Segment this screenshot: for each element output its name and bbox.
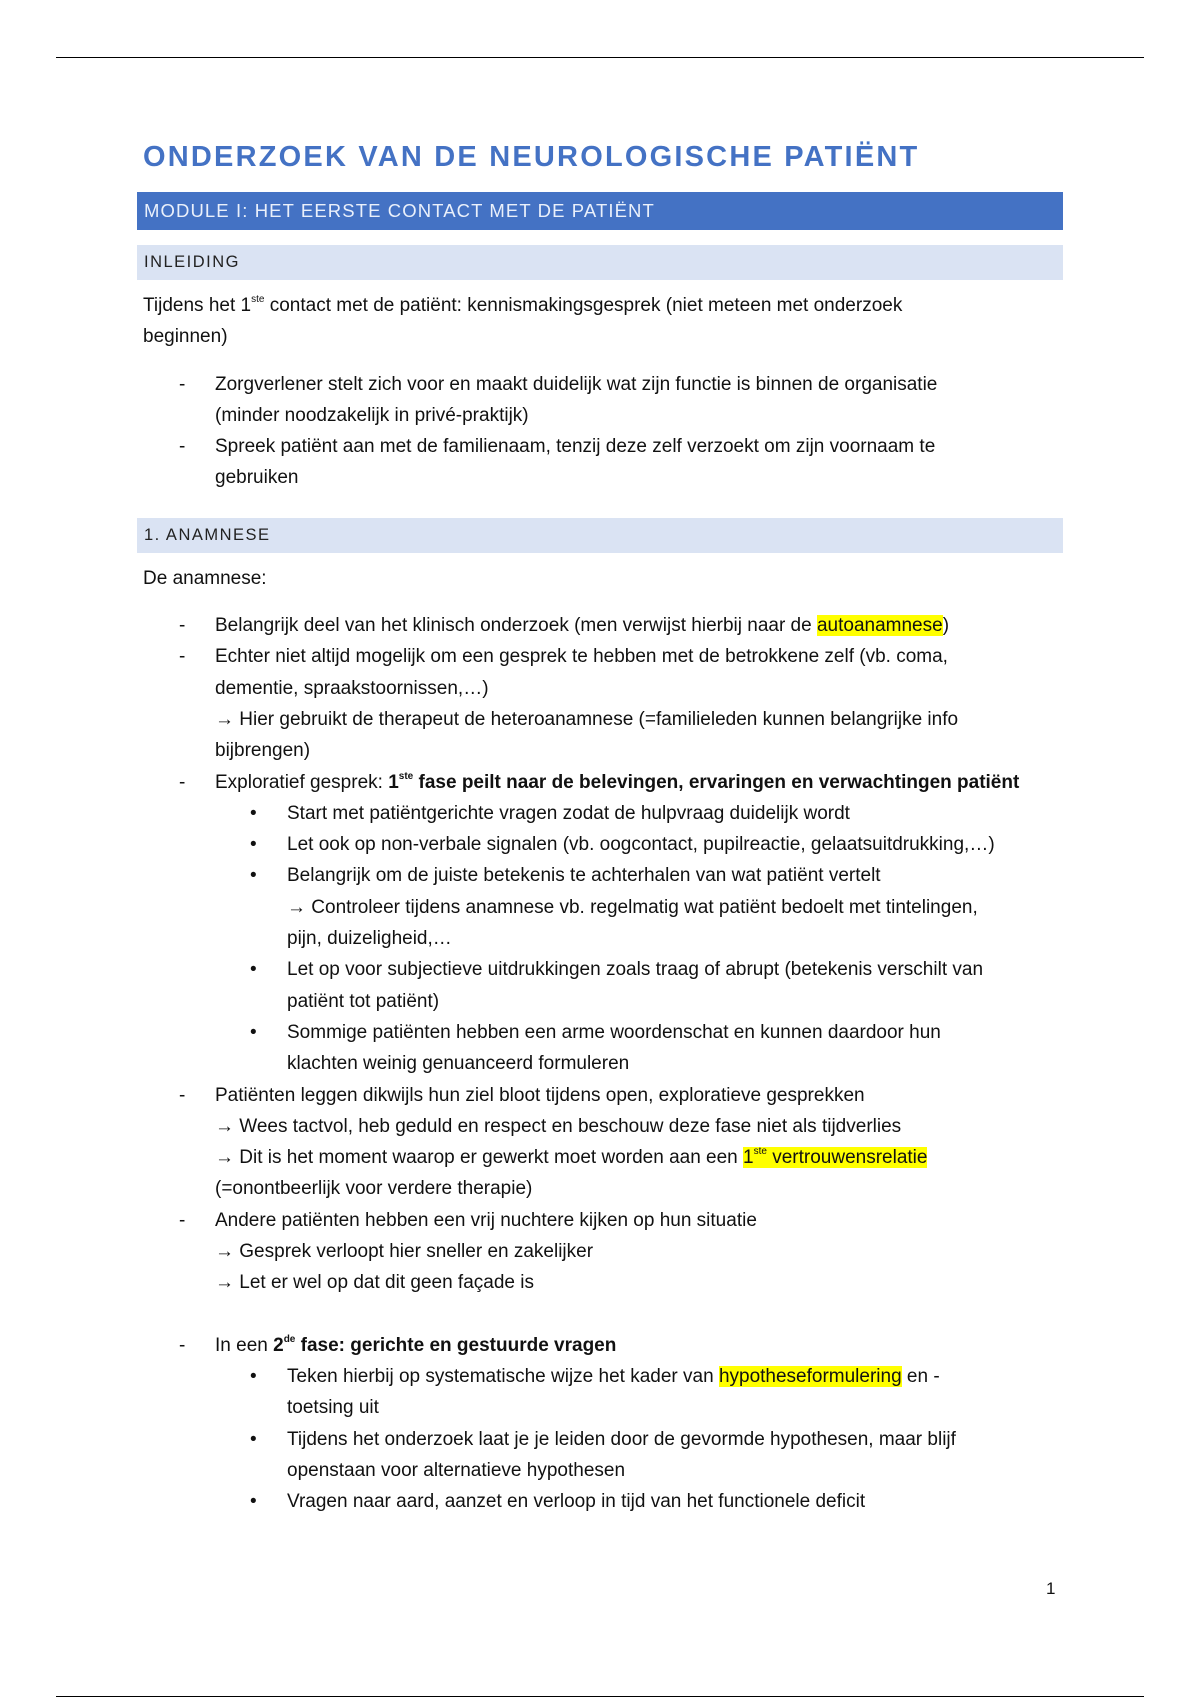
highlight-vertrouwensrelatie: 1ste vertrouwensrelatie: [743, 1146, 928, 1169]
header-rule: [56, 57, 1144, 58]
footer-rule: [56, 1696, 1144, 1697]
sub-list-item: • Let op voor subjectieve uitdrukkingen zoals traag of abrupt (betekenis verschilt van patiënt tot patiënt): [250, 959, 984, 1012]
module-heading: MODULE I: HET EERSTE CONTACT MET DE PATIËNT: [137, 192, 1063, 230]
sub-list-item: • Tijdens het onderzoek laat je je leiden door de gevormde hypothesen, maar blijf openstaan voor alternatieve hypothesen: [250, 1428, 956, 1481]
sub-list-item: • Start met patiëntgerichte vragen zodat de hulpvraag duidelijk wordt: [250, 802, 850, 824]
highlight-hypotheseformulering: hypotheseformulering: [718, 1365, 902, 1387]
section-heading-inleiding: INLEIDING: [137, 245, 1063, 280]
gerichte-vragen-sublist: [215, 1361, 1063, 1517]
highlight-autoanamnese: autoanamnese: [816, 615, 943, 637]
list-item: - In een 2de fase: gerichte en gestuurde vragen • Teken hierbij op systematische wijze het kader van hypotheseformulering en - toetsing uit • Tijdens het onderzoek laat je je leiden door de gevormde hypothesen, maar blijf openstaan voor alternatieve hypothesen • Vragen naar aard, aanzet en verloop in tijd van het functionele deficit: [143, 1330, 1063, 1518]
sub-list-item: • Teken hierbij op systematische wijze het kader van hypotheseformulering en - toetsing uit: [250, 1365, 940, 1419]
sub-list-item: • Vragen naar aard, aanzet en verloop in tijd van het functionele deficit: [250, 1491, 866, 1513]
page-number: 1: [1046, 1579, 1056, 1598]
anamnese-list: [143, 610, 1063, 1517]
list-item: - Belangrijk deel van het klinisch onderzoek (men verwijst hierbij naar de autoanamnese): [179, 615, 950, 637]
exploratief-sublist: [215, 798, 1063, 1080]
list-item: - Echter niet altijd mogelijk om een gesprek te hebben met de betrokkene zelf (vb. coma, dementie, spraakstoornissen,…) → Hier gebruikt de therapeut de heteroanamnese (=familieleden kunnen belangrijke info bijbrengen): [179, 646, 959, 762]
inleiding-list: [143, 369, 1063, 494]
section-heading-anamnese: 1. ANAMNESE: [137, 518, 1063, 553]
list-item: - Spreek patiënt aan met de familienaam, tenzij deze zelf verzoekt om zijn voornaam te gebruiken: [179, 436, 936, 489]
anamnese-intro: De anamnese:: [143, 567, 267, 589]
list-item: - Zorgverlener stelt zich voor en maakt duidelijk wat zijn functie is binnen de organisatie (minder noodzakelijk in privé-praktijk): [179, 373, 938, 426]
sub-list-item: • Belangrijk om de juiste betekenis te achterhalen van wat patiënt vertelt → Controleer tijdens anamnese vb. regelmatig wat patiënt bedoelt met tintelingen, pijn, duizeligheid,…: [250, 865, 978, 950]
document-body: [143, 137, 1063, 1517]
document-title: ONDERZOEK VAN DE NEUROLOGISCHE PATIËNT: [143, 141, 920, 173]
list-item: - Patiënten leggen dikwijls hun ziel bloot tijdens open, exploratieve gesprekken → Wees tactvol, heb geduld en respect en beschouw deze fase niet als tijdverlies → Dit is het moment waarop er gewerkt moet worden aan een 1ste vertrouwensrelatie (=onontbeerlijk voor verdere therapie): [179, 1084, 928, 1200]
sub-list-item: • Sommige patiënten hebben een arme woordenschat en kunnen daardoor hun klachten weinig genuanceerd formuleren: [250, 1021, 941, 1075]
list-item: - Andere patiënten hebben een vrij nuchtere kijken op hun situatie → Gesprek verloopt hier sneller en zakelijker → Let er wel op dat dit geen façade is: [179, 1209, 757, 1294]
list-item: - Exploratief gesprek: 1ste fase peilt naar de belevingen, ervaringen en verwachtingen patiënt • Start met patiëntgerichte vragen zodat de hulpvraag duidelijk wordt • Let ook op non-verbale signalen (vb. oogcontact, pupilreactie, gelaatsuitdrukking,…) • Belangrijk om de juiste betekenis te achterhalen van wat patiënt vertelt → Controleer tijdens anamnese vb. regelmatig wat patiënt bedoelt met tintelingen, pijn, duizeligheid,… • Let op voor subjectieve uitdrukkingen zoals traag of abrupt (betekenis verschilt van patiënt tot patiënt) • Sommige patiënten hebben een arme woordenschat en kunnen daardoor hun klachten weinig genuanceerd formuleren: [143, 767, 1063, 1080]
inleiding-intro: Tijdens het 1ste contact met de patiënt: kennismakingsgesprek (niet meteen met onderzoek beginnen): [143, 294, 903, 348]
sub-list-item: • Let ook op non-verbale signalen (vb. oogcontact, pupilreactie, gelaatsuitdrukking,…): [250, 834, 995, 856]
